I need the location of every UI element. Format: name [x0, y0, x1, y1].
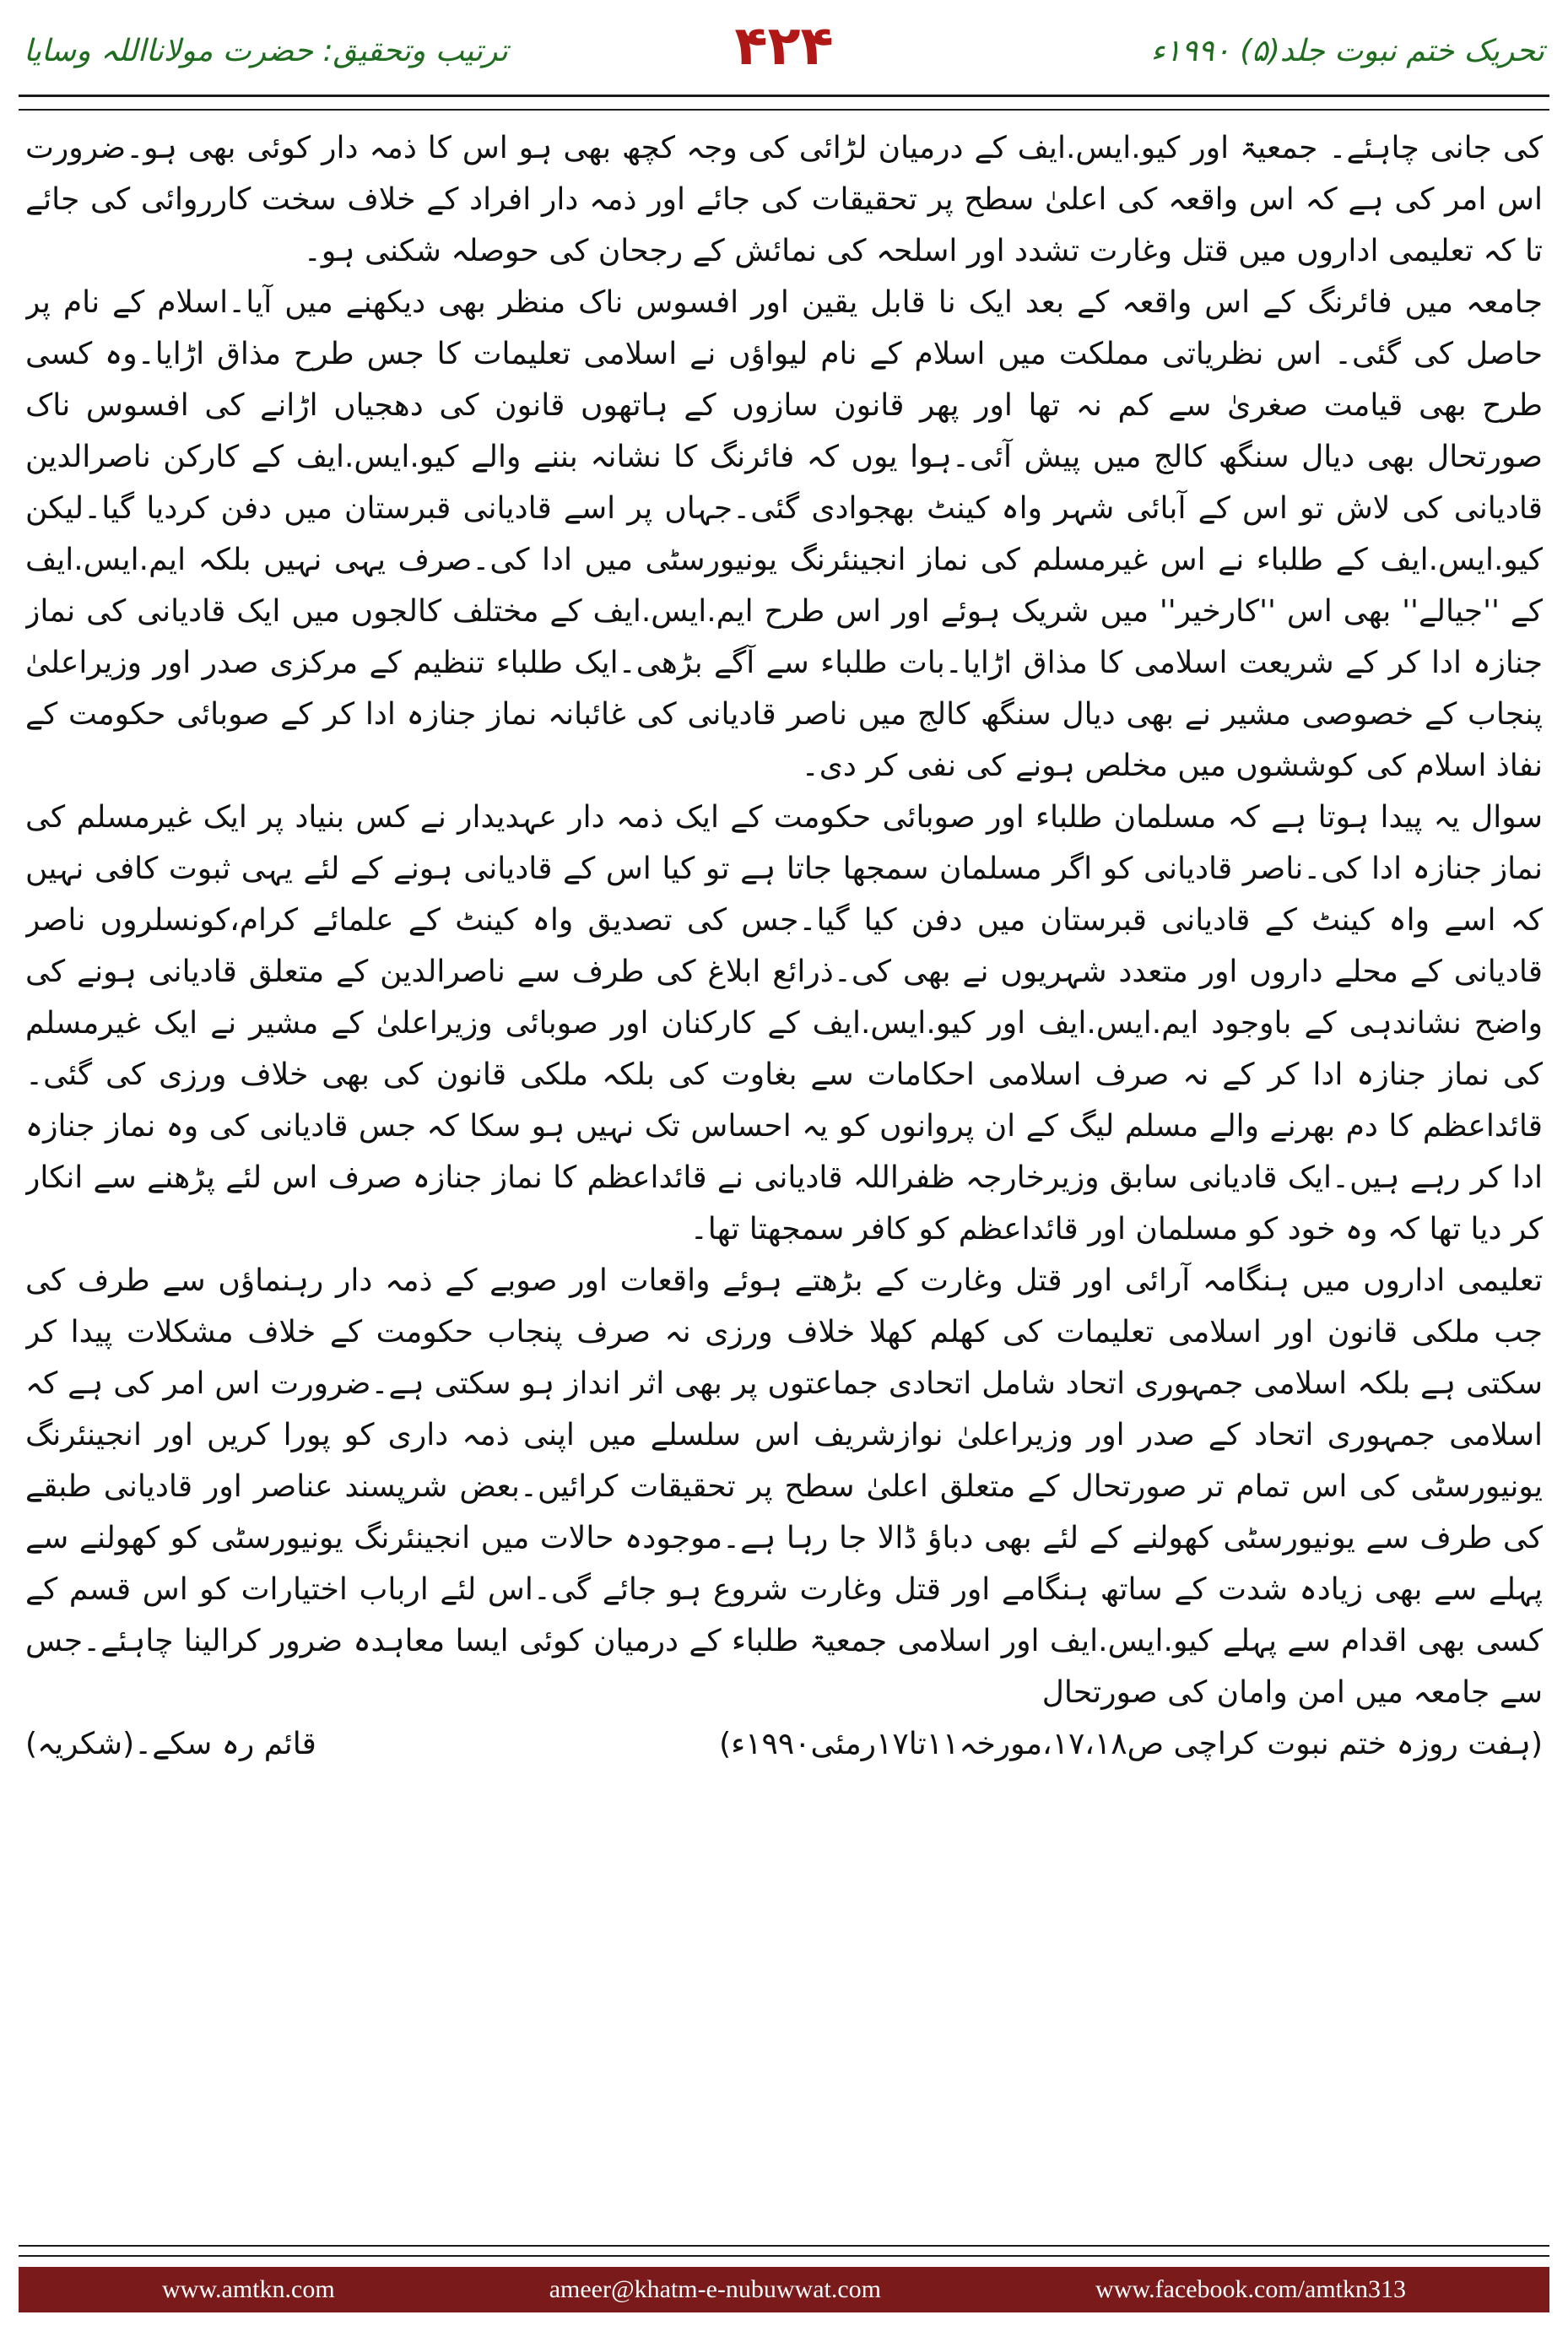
paragraph: سوال یہ پیدا ہوتا ہے کہ مسلمان طلباء اور صوبائی حکومت کے ایک ذمہ دار عہدیدار نے کس بنیاد پر ایک غیرمسلم کی نماز جنازہ ادا کی۔ناصر قادیانی کو اگر مسلمان سمجھا جاتا ہے تو کیا اس کے قادیانی ہونے کے لئے یہی ثبوت کافی نہیں کہ اسے واہ کینٹ کے قادیانی قبرستان میں دفن کیا گیا۔جس کی تصدیق واہ کینٹ کے علمائے کرام،کونسلروں ناصر قادیانی کے محلے داروں اور متعدد شہریوں نے بھی کی۔ذرائع ابلاغ کی طرف سے ناصرالدین کے متعلق قادیانی ہونے کی واضح نشاندہی کے باوجود ایم.ایس.ایف اور کیو.ایس.ایف کے کارکنان اور صوبائی وزیراعلیٰ کے مشیر نے ایک غیرمسلم کی نماز جنازہ ادا کر کے نہ صرف اسلامی احکامات سے بغاوت کی بلکہ ملکی قانون کی بھی خلاف ورزی کی گئی۔قائداعظم کا دم بھرنے والے مسلم لیگ کے ان پروانوں کو یہ احساس تک نہیں ہو سکا کہ جس قادیانی کی وہ نماز جنازہ ادا کر رہے ہیں۔ایک قادیانی سابق وزیرخارجہ ظفراللہ قادیانی نے قائداعظم کا نماز جنازہ صرف اس لئے پڑھنے سے انکار کر دیا تھا کہ وہ خود کو مسلمان اور قائداعظم کو کافر سمجھتا تھا۔	[25, 800, 1543, 1247]
paragraph: کی جانی چاہئے۔ جمعیۃ اور کیو.ایس.ایف کے درمیان لڑائی کی وجہ کچھ بھی ہو اس کا ذمہ دار کوئی بھی ہو۔ضرورت اس امر کی ہے کہ اس واقعہ کی اعلیٰ سطح پر تحقیقات کی جائے اور ذمہ دار افراد کے خلاف سخت کارروائی کی جائے تا کہ تعلیمی اداروں میں قتل وغارت تشدد اور اسلحہ کی نمائش کے رجحان کی حوصلہ شکنی ہو۔	[25, 131, 1543, 268]
source-citation: (ہفت روزہ ختم نبوت کراچی ص۱۷،۱۸،مورخہ۱۱تا۱۷رمئی۱۹۹۰ء)	[719, 1727, 1543, 1761]
editor-credit: ترتیب وتحقیق: حضرت مولانااللہ وسایا	[24, 34, 508, 68]
facebook-link[interactable]: www.facebook.com/amtkn313	[1095, 2275, 1406, 2303]
closing-line	[25, 1718, 1543, 1770]
footer-divider	[19, 2245, 1549, 2257]
paragraph: جامعہ میں فائرنگ کے اس واقعہ کے بعد ایک نا قابل یقین اور افسوس ناک منظر بھی دیکھنے میں آیا۔اسلام کے نام پر حاصل کی گئی۔ اس نظریاتی مملکت میں اسلام کے نام لیواؤں نے اسلامی تعلیمات کا جس طرح مذاق اڑایا۔وہ کسی طرح بھی قیامت صغریٰ سے کم نہ تھا اور پھر قانون سازوں کے ہاتھوں قانون کی دھجیاں اڑانے کی افسوس ناک صورتحال بھی دیال سنگھ کالج میں پیش آئی۔ہوا یوں کہ فائرنگ کا نشانہ بننے والے کیو.ایس.ایف کے کارکن ناصرالدین قادیانی کی لاش تو اس کے آبائی شہر واہ کینٹ بھجوادی گئی۔جہاں پر اسے قادیانی قبرستان میں دفن کردیا گیا۔لیکن کیو.ایس.ایف کے طلباء نے اس غیرمسلم کی نماز انجینئرنگ یونیورسٹی میں ادا کی۔صرف یہی نہیں بلکہ ایم.ایس.ایف کے ''جیالے'' بھی اس ''کارخیر'' میں شریک ہوئے اور اس طرح ایم.ایس.ایف کے مختلف کالجوں میں ایک قادیانی کی نماز جنازہ ادا کر کے شریعت اسلامی کا مذاق اڑایا۔بات طلباء سے آگے بڑھی۔ایک طلباء تنظیم کے مرکزی صدر اور وزیراعلیٰ پنجاب کے خصوصی مشیر نے بھی دیال سنگھ کالج میں ناصر قادیانی کی غائبانہ نماز جنازہ ادا کر کے صوبائی حکومت کے نفاذ اسلام کی کوششوں میں مخلص ہونے کی نفی کر دی۔	[25, 285, 1543, 783]
email-link[interactable]: ameer@khatm-e-nubuwwat.com	[549, 2275, 882, 2303]
article-body	[25, 122, 1543, 2165]
closing-text: قائم رہ سکے۔(شکریہ)	[25, 1727, 316, 1761]
website-link[interactable]: www.amtkn.com	[162, 2275, 335, 2303]
footer-bar	[19, 2267, 1549, 2312]
book-title: تحریک ختم نبوت جلد(۵) ۱۹۹۰ء	[1150, 34, 1544, 68]
page-number: ۴۲۴	[734, 15, 834, 78]
paragraph: تعلیمی اداروں میں ہنگامہ آرائی اور قتل وغارت کے بڑھتے ہوئے واقعات اور صوبے کے ذمہ دار رہنماؤں سے طرف کی جب ملکی قانون اور اسلامی تعلیمات کی کھلم کھلا خلاف ورزی نہ صرف پنجاب حکومت کے خلاف مشکلات پیدا کر سکتی ہے بلکہ اسلامی جمہوری اتحاد شامل اتحادی جماعتوں پر بھی اثر انداز ہو سکتی ہے۔ضرورت اس امر کی ہے کہ اسلامی جمہوری اتحاد کے صدر اور وزیراعلیٰ نوازشریف اس سلسلے میں اپنی ذمہ داری کو پورا کریں اور انجینئرنگ یونیورسٹی کی اس تمام تر صورتحال کے متعلق اعلیٰ سطح پر تحقیقات کرائیں۔بعض شرپسند عناصر اور قادیانی طبقے کی طرف سے یونیورسٹی کھولنے کے لئے بھی دباؤ ڈالا جا رہا ہے۔موجودہ حالات میں انجینئرنگ یونیورسٹی کو کھولنے سے پہلے سے بھی زیادہ شدت کے ساتھ ہنگامے اور قتل وغارت شروع ہو جائے گی۔اس لئے ارباب اختیارات کو اس قسم کے کسی بھی اقدام سے پہلے کیو.ایس.ایف اور اسلامی جمعیۃ طلباء کے درمیان کوئی ایسا معاہدہ ضرور کرالینا چاہئے۔جس سے جامعہ میں امن وامان کی صورتحال	[25, 1263, 1543, 1710]
page-footer	[0, 2245, 1568, 2342]
page-header	[0, 0, 1568, 127]
header-divider	[19, 95, 1549, 111]
